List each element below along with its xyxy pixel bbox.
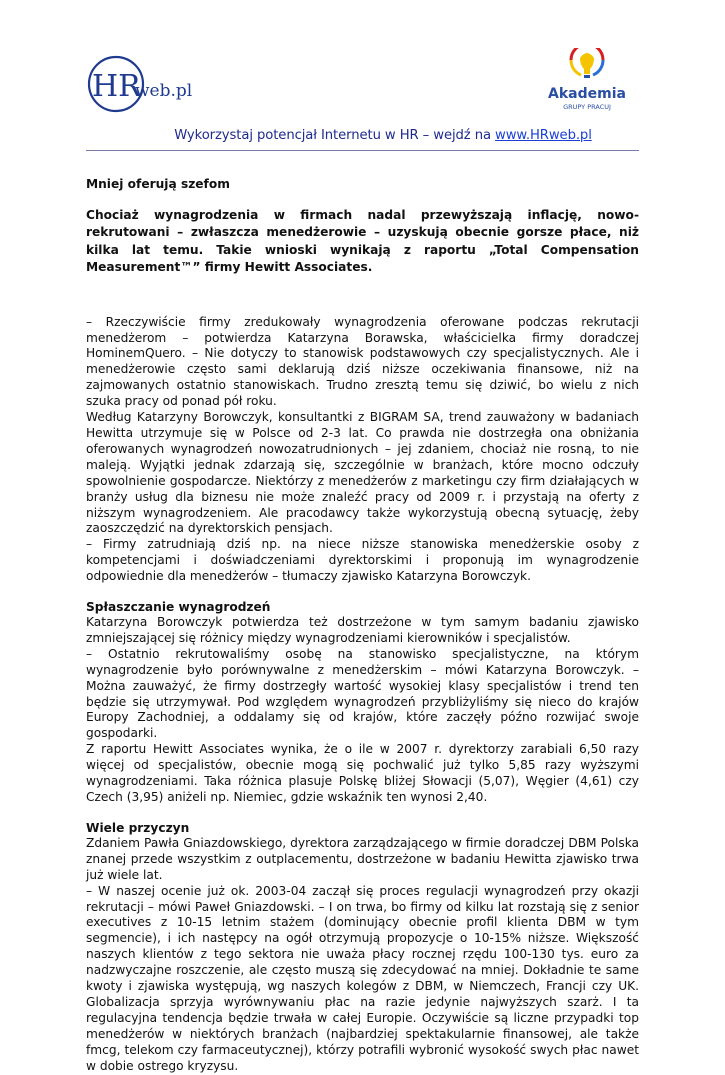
article-paragraph: – Rzeczywiście firmy zredukowały wynagrodzenia oferowane podczas rekrutacji menedżerom – potwierdza Katarzyna Borawska, właścicielka firmy doradczej HominemQuero. – Nie dotyczy to stanowisk podstawowych czy specjalistycznych. Ale i menedżerowie często sami deklarują dziś niższe oczekiwania finansowe, niż na zajmowanych ostatnio stanowiskach. Trudno zresztą temu się dziwić, bo wielu z nich szuka pracy od ponad pół roku. [86, 314, 639, 409]
hrweb-logo-suffix: web.pl [135, 81, 193, 101]
article-paragraph: Katarzyna Borowczyk potwierdza też dostrzeżone w tym samym badaniu zjawisko zmniejszającej się różnicy między wynagrodzeniami kierowników i specjalistów. [86, 615, 639, 645]
article-paragraph: Według Katarzyny Borowczyk, konsultantki z BIGRAM SA, trend zauważony w badaniach Hewitta utrzymuje się w Polsce od 2-3 lat. Co prawda nie dostrzegła ona obniżania oferowanych wynagrodzeń nowozatrudnionych – jej zdaniem, chociaż nie rosną, to nie maleją. Wyjątki jednak zdarzają się, szczególnie w branżach, które mocno odczuły spowolnienie gospodarcze. Niektórzy z menedżerów z marketingu czy firm działających w branży usług dla biznesu nie może znaleźć pracy od 2009 r. i przystają na oferty z niższym wynagrodzeniem. Ale pracodawcy także wykorzystują obecną sytuację, żeby zaoszczędzić na dyrektorskich pensjach. [86, 410, 639, 536]
article [86, 160, 639, 1075]
section-heading-reasons: Wiele przyczyn [86, 820, 190, 835]
article-lead: Chociaż wynagrodzenia w firmach nadal przewyższają inflację, noworekrutowani – zwłaszcza menedżerowie – uzyskują obecnie gorsze płace, niż kilka lat temu. Takie wnioski wynikają z raportu „Total Compensation Measurement™” firmy Hewitt Associates. [86, 208, 639, 275]
akademia-logo[interactable] [542, 48, 632, 114]
article-paragraph: – Ostatnio rekrutowaliśmy osobę na stanowisko specjalistyczne, na którym wynagrodzenie było porównywalne z menedżerskim – mówi Katarzyna Borowczyk. – Można zauważyć, że firmy dostrzegły wartość wysokiej klasy specjalistów i trend ten będzie się utrzymywał. Pod względem wynagrodzeń przybliżyliśmy się nieco do krajów Europy Zachodniej, a oddalamy się od krajów, które zaczęły późno rozwijać swoje gospodarki. [86, 646, 639, 741]
header-divider [86, 150, 639, 151]
lightbulb-icon [571, 48, 603, 78]
header-tagline [108, 128, 658, 143]
article-paragraph: – W naszej ocenie już ok. 2003-04 zaczął się proces regulacji wynagrodzeń przy okazji rekrutacji – mówi Paweł Gniazdowski. – I on trwa, bo firmy od kilku lat rozstają się z senior executives z 10-15 letnim stażem (dominujący obecnie profil klienta DBM w tym segmencie), i ich następcy na ogół otrzymują propozycje o 10-15% niższe. Większość naszych klientów z tego sektora nie uważa płacy rocznej rzędu 100-130 tys. euro za nadzwyczajne roszczenie, ale często muszą się zdecydować na mniej. Dokładnie te same kwoty i zjawiska występują, wg naszych kolegów z DBM, w Niemczech, Francji czy UK. Globalizacja sprzyja wyrównywaniu płac na razie jedynie najwyższych szarż. I ta regulacyjna tendencja będzie trwała w całej Europie. Oczywiście są liczne przypadki top menedżerów w niektórych branżach (najbardziej spektakularnie finansowej, ale także fmcg, telekom czy farmaceutycznej), którzy potrafili wybronić wysokość swych płac nawet w dobie ostrego kryzysu. [86, 883, 639, 1073]
article-paragraph: – Firmy zatrudniają dziś np. na niece niższe stanowiska menedżerskie osoby z kompetencjami i doświadczeniami dyrektorskimi i proponują im wynagrodzenie odpowiednie dla menedżerów – tłumaczy zjawisko Katarzyna Borowczyk. [86, 537, 639, 584]
tagline-text: Wykorzystaj potencjał Internetu w HR – wejdź na [174, 128, 496, 143]
article-title: Mniej oferują szefom [86, 177, 230, 191]
section-heading-flattening: Spłaszczanie wynagrodzeń [86, 600, 271, 615]
akademia-name: Akademia [548, 86, 626, 102]
hrweb-logo[interactable] [86, 54, 206, 114]
akademia-subtitle: GRUPY PRACUJ [563, 103, 611, 111]
article-paragraph: Zdaniem Pawła Gniazdowskiego, dyrektora zarządzającego w firmie doradczej DBM Polska znanej przede wszystkim z outplacementu, dostrzeżone w badaniu Hewitta zjawisko trwa już wiele lat. [86, 835, 639, 882]
article-paragraph: Z raportu Hewitt Associates wynika, że o ile w 2007 r. dyrektorzy zarabiali 6,50 razy więcej od specjalistów, obecnie mogą się pochwalić już tylko 5,85 razy wyższymi wynagrodzeniami. Taka różnica plasuje Polskę bliżej Słowacji (5,07), Węgier (4,61) czy Czech (3,95) aniżeli np. Niemiec, gdzie wskaźnik ten wynosi 2,40. [86, 742, 639, 804]
hrweb-logo-letters: HR [92, 69, 141, 104]
hrweb-link[interactable]: www.HRweb.pl [495, 128, 592, 143]
page-header [0, 0, 725, 118]
